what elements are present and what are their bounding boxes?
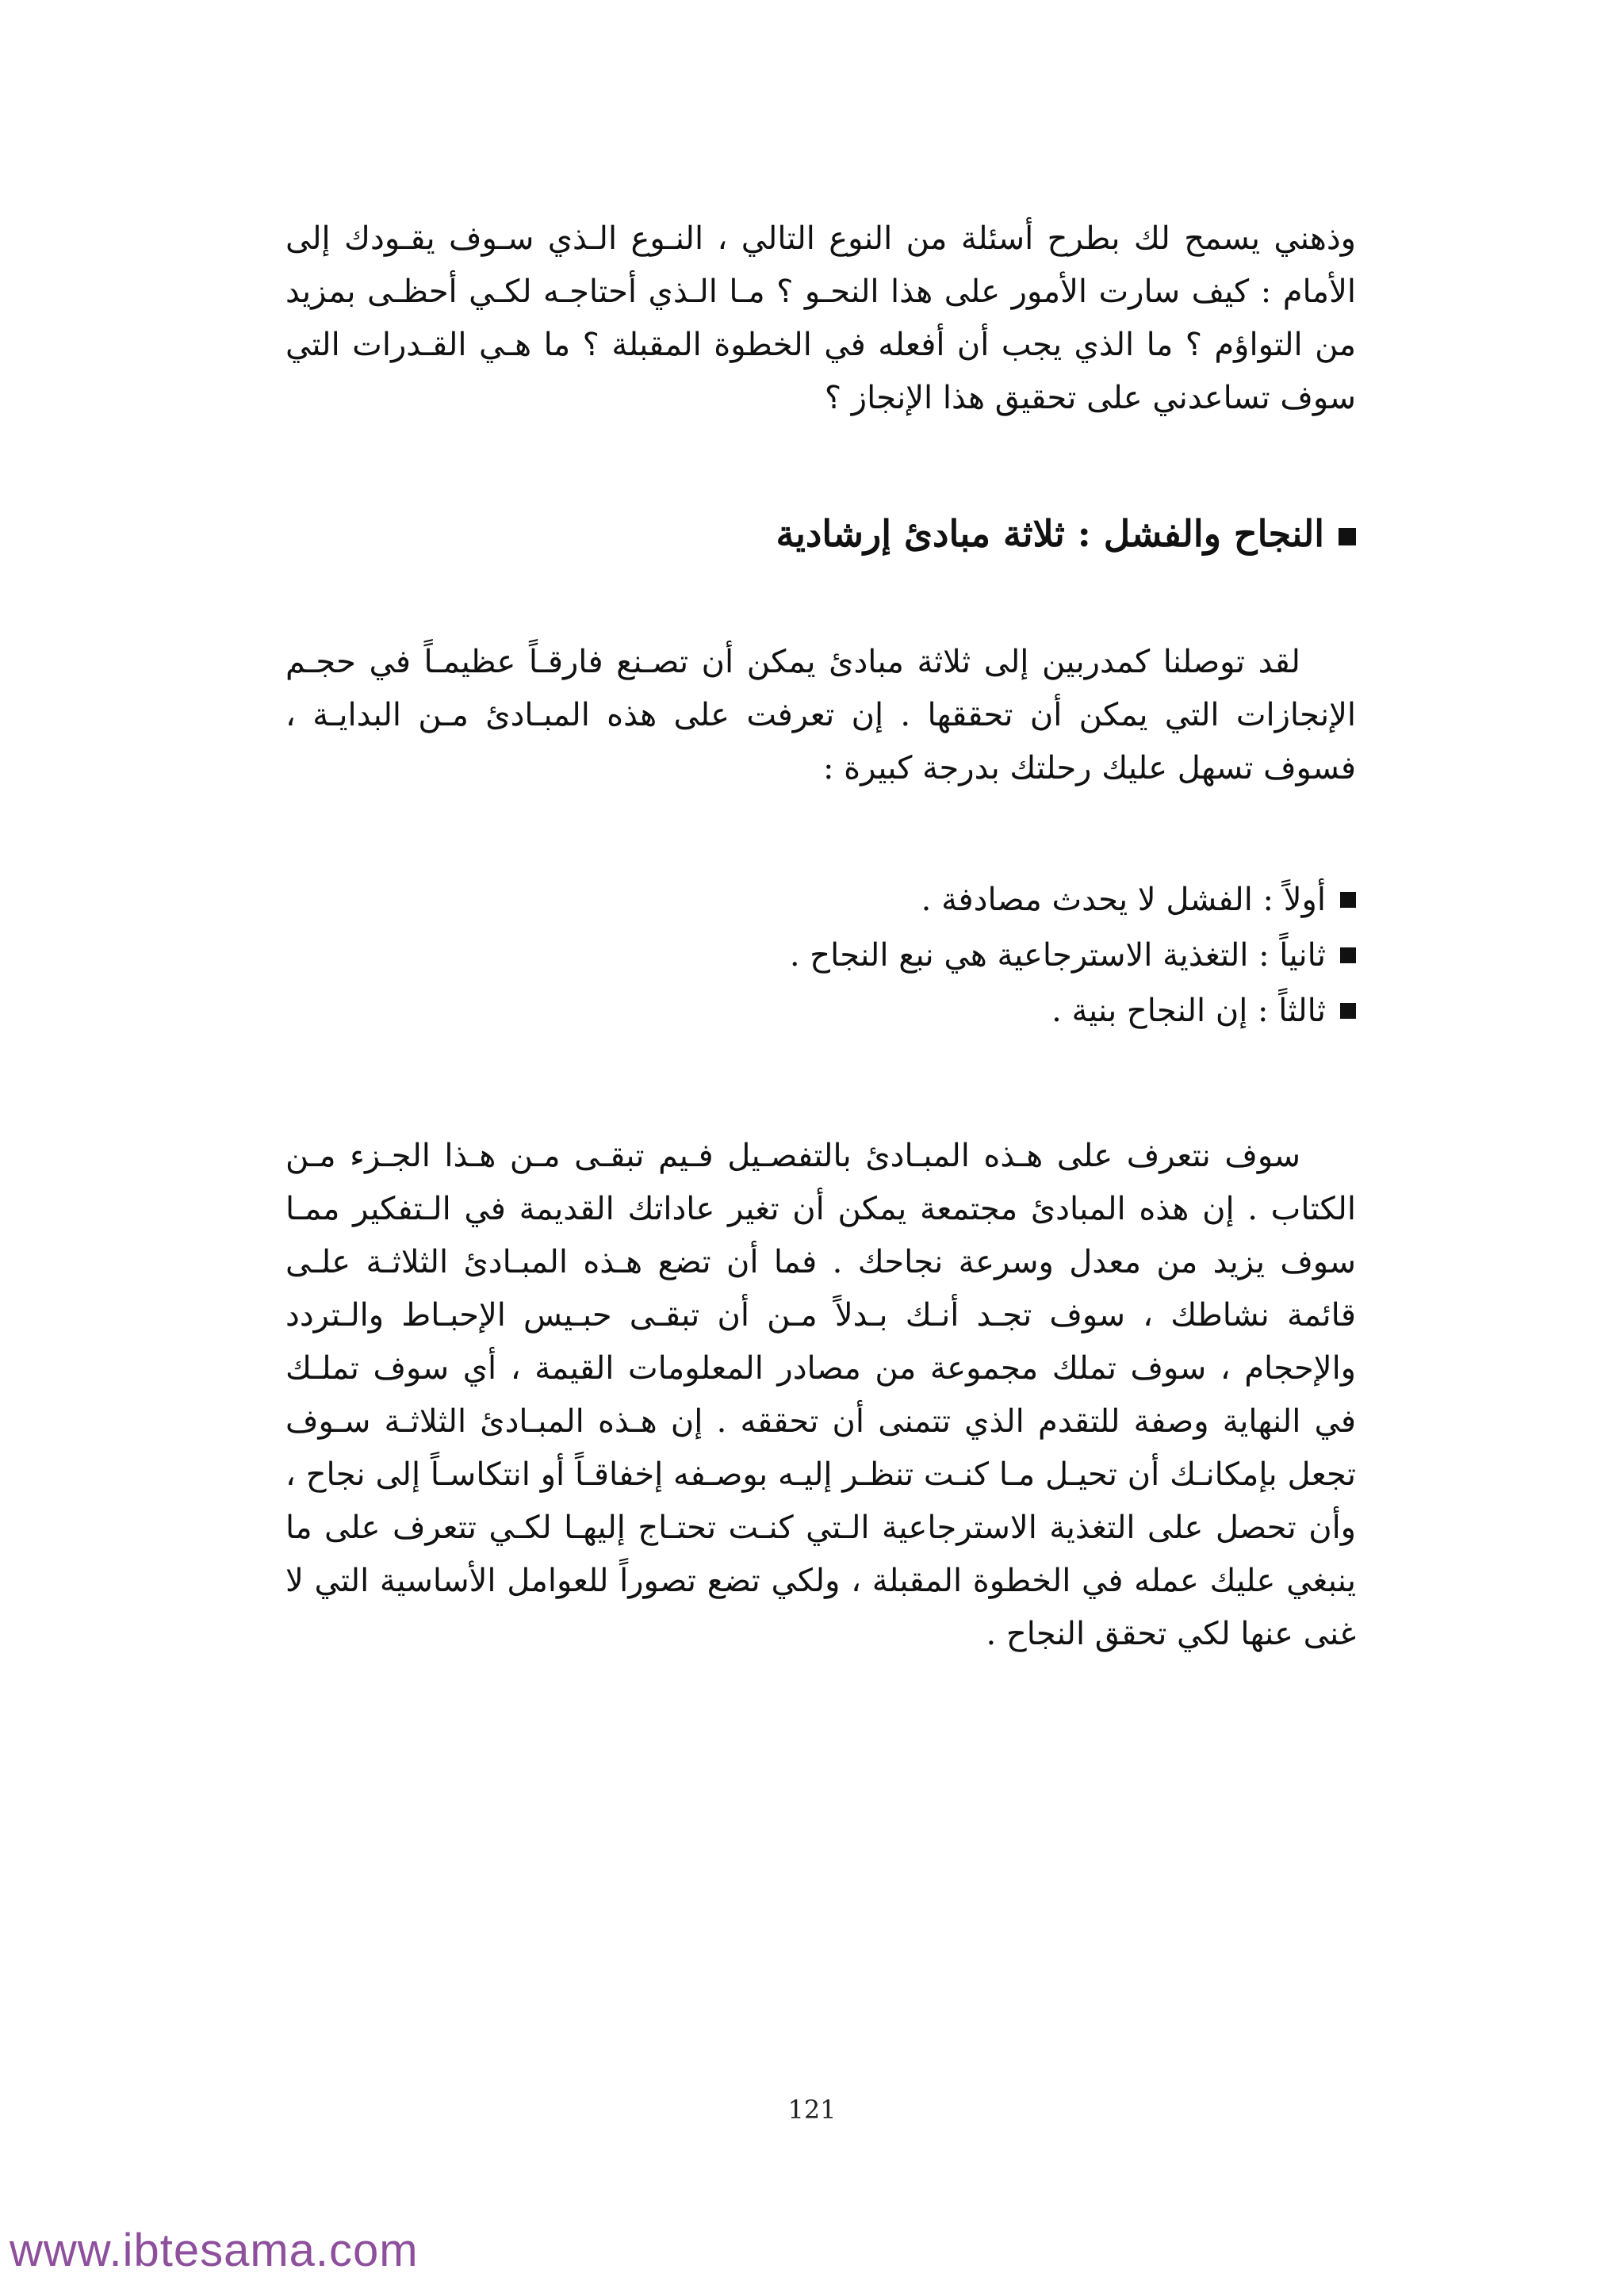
watermark-link: www.ibtesama.com: [10, 2225, 419, 2276]
heading-square-icon: [1339, 528, 1356, 545]
principle-text: أولاً : الفشل لا يحدث مصادفة .: [921, 882, 1326, 918]
square-bullet-icon: [1340, 947, 1356, 963]
principles-list: [555, 872, 1356, 1039]
principle-text: ثانياً : التغذية الاسترجاعية هي نبع النجاح .: [789, 937, 1326, 974]
list-item: [555, 928, 1356, 983]
page-number: 121: [787, 2095, 837, 2125]
square-bullet-icon: [1340, 892, 1356, 908]
principle-text: ثالثاً : إن النجاح بنية .: [1051, 993, 1326, 1029]
square-bullet-icon: [1340, 1003, 1356, 1019]
list-item: [555, 872, 1356, 928]
heading-text: النجاح والفشل : ثلاثة مبادئ إرشادية: [776, 512, 1324, 555]
list-item: [555, 983, 1356, 1039]
section-heading: [555, 506, 1356, 561]
paragraph-details: سوف نتعرف على هـذه المبـادئ بالتفصـيل فـيم تبقـى مـن هـذا الجـزء مـن الكتاب . إن هذه المبادئ مجتمعة يمكن أن تغير عاداتك القديمة في الـتفكير ممـا سوف يزيد من معدل وسرعة نجاحك . فما أن تضع هـذه المبـادئ الثلاثـة علـى قائمة نشاطك ، سوف تجـد أنـك بـدلاً مـن أن تبقـى حبـيس الإحبـاط والـتردد والإحجام ، سوف تملك مجموعة من مصادر المعلومات القيمة ، أي سوف تملـك في النهاية وصفة للتقدم الذي تتمنى أن تحققه . إن هـذه المبـادئ الثلاثـة سـوف تجعل بإمكانـك أن تحيـل مـا كنـت تنظـر إليـه بوصـفه إخفاقـاً أو انتكاسـاً إلى نجاح ، وأن تحصل على التغذية الاسترجاعية الـتي كنـت تحتـاج إليهـا لكـي تتعرف على ما ينبغي عليك عمله في الخطوة المقبلة ، ولكي تضع تصوراً للعوامل الأساسية التي لا غنى عنها لكي تحقق النجاح .: [285, 1138, 1356, 1652]
paragraph-intro: وذهني يسمح لك بطرح أسئلة من النوع التالي ، النـوع الـذي سـوف يقـودك إلى الأمام : كيف سارت الأمور على هذا النحـو ؟ مـا الـذي أحتاجـه لكـي أحظـى بمزيد من التواؤم ؟ ما الذي يجب أن أفعله في الخطوة المقبلة ؟ ما هـي القـدرات التي سوف تساعدني على تحقيق هذا الإنجاز ؟: [285, 220, 1356, 416]
paragraph-principles-intro: لقد توصلنا كمدربين إلى ثلاثة مبادئ يمكن أن تصـنع فارقـاً عظيمـاً في حجـم الإنجازات التي يمكن أن تحققها . إن تعرفت على هذه المبـادئ مـن البدايـة ، فسوف تسهل عليك رحلتك بدرجة كبيرة :: [285, 644, 1356, 786]
